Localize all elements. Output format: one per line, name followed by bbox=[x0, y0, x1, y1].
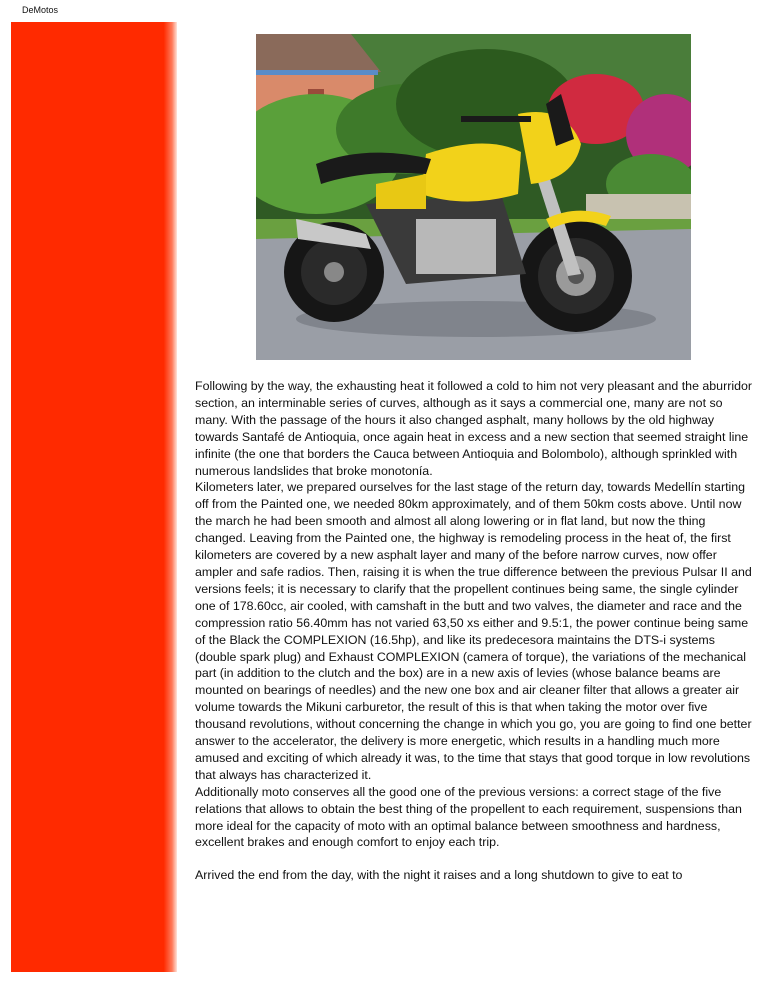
motorcycle-photo bbox=[256, 34, 691, 360]
sidebar-bar bbox=[11, 22, 177, 972]
article-paragraph: Following by the way, the exhausting heat it followed a cold to him not very pleasant and the aburridor section, an interminable series of curves, although as it says a commercial one, many are not so many. With the passage of the hours it also changed asphalt, many hollows by the old highway towards Santafé de Antioquia, once again heat in excess and a new section that seemed straight line infinite (the one that borders the Cauca between Antioquia and Bolombolo), although sprinkled with numerous landslides that broke monotonía. bbox=[195, 379, 752, 478]
article-body bbox=[195, 378, 755, 884]
article-paragraph: Kilometers later, we prepared ourselves for the last stage of the return day, towards Medellín starting off from the Painted one, we needed 80km approximately, and of them 50km costs above. Until now the march he had been smooth and almost all along lowering or in flat land, but now the thing changed. Leaving from the Painted one, the highway is remodeling process in the heat of, the first kilometers are covered by a new asphalt layer and many of the before narrow curves, now offer ampler and safe radios. Then, raising it is when the true difference between the previous Pulsar II and versions feels; it is necessary to clarify that the propellent continues being same, the single cylinder one of 178.60cc, air cooled, with camshaft in the butt and two valves, the diameter and race and the compression ratio 56.40mm has not varied 63,50 xs either and 9.5:1, the power continue being same of the Black the COMPLEXION (16.5hp), and like its predecesora maintains the DTS-i systems (double spark plug) and Exhaust COMPLEXION (camera of torque), the variations of the mechanical part (in addition to the clutch and the box) are in a new axis of levies (whose balance beams are mounted on bearings of needles) and the new one box and air cleaner filter that allows a greater air volume towards the Mikuni carburetor, the result of this is that when taking the motor over five thousand revolutions, without concerning the change in which you go, you are going to find one better answer to the accelerator, the delivery is more energetic, which results in a handling much more amused and exciting of which already it was, to the time that stays that good torque in low revolutions that always has characterized it. bbox=[195, 480, 752, 782]
header-label: DeMotos bbox=[22, 5, 59, 15]
article-paragraph: Additionally moto conserves all the good one of the previous versions: a correct stage of the five relations that allows to obtain the best thing of the propellent to each requirement, suspensions than more ideal for the capacity of moto with an optimal balance between smoothness and hardness, excellent brakes and enough comfort to enjoy each trip. bbox=[195, 784, 742, 850]
article-paragraph: Arrived the end from the day, with the night it raises and a long shutdown to give to eat to bbox=[195, 868, 683, 883]
